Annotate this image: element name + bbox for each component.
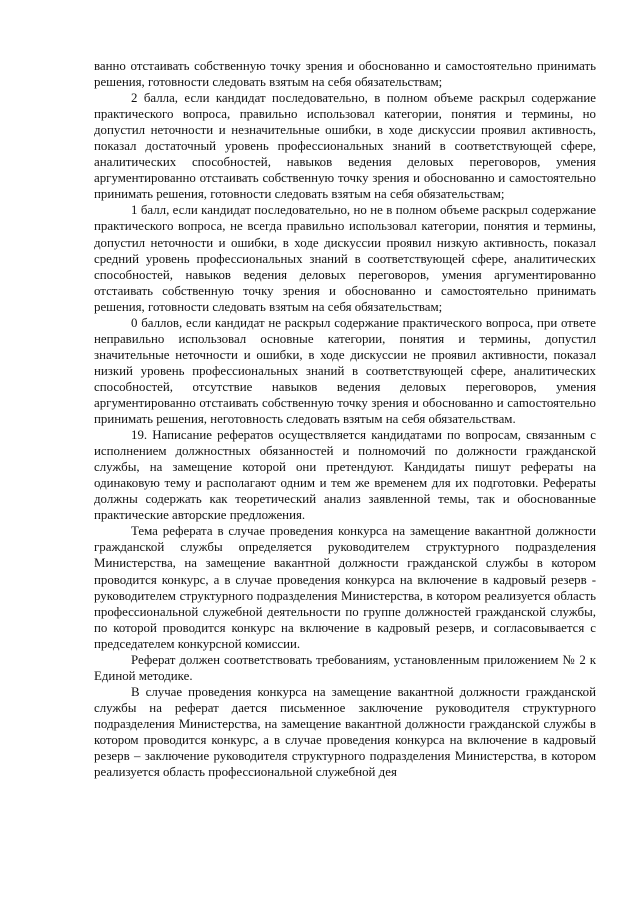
document-page [94,58,596,780]
paragraph-essay-requirements: Реферат должен соответствовать требованиям, установленным приложением № 2 к Единой методике. [94,652,596,683]
paragraph-score-0: 0 баллов, если кандидат не раскрыл содержание практического вопроса, при ответе неправильно использовал основные категории, понятия и термины, допустил значительные неточности и ошибки, в ходе дискуссии не проявил активности, показал низкий уровень профессиональных знаний в соответствующей сфере, аналитических способностей, отсутствие навыков ведения деловых переговоров, умения аргументированно отстаивать собственную точку зрения и обоснованно и саmостоятельно принимать решения, неготовность следовать взятым на себя обязательствам. [94,315,596,427]
paragraph-essay-topic: Тема реферата в случае проведения конкурса на замещение вакантной должности гражданской службы определяется руководителем структурного подразделения Министерства, на замещение вакантной должности гражданской службы в котором проводится конкурс, а в случае проведения конкурса на включение в кадровый резерв - руководителем структурного подразделения Министерства, в котором реализуется область профессиональной служебной деятельности по группе должностей гражданской службы, по которой проводится конкурс на включение в кадровый резерв, и согласовывается с председателем конкурсной комиссии. [94,524,596,651]
paragraph-item-19: 19. Написание рефератов осуществляется кандидатами по вопросам, связанным с исполнением должностных обязанностей и полномочий по должности гражданской службы, на замещение которой они претендуют. Кандидаты пишут рефераты на одинаковую тему и располагают одним и тем же временем для их подготовки. Рефераты должны содержать как теоретический анализ заявленной темы, так и обоснованные практические авторские предложения. [94,428,596,523]
paragraph-continuation: ванно отстаивать собственную точку зрения и обоснованно и самостоятельно принимать решения, готовности следовать взятым на себя обязательствам; [94,59,596,90]
paragraph-score-2: 2 балла, если кандидат последовательно, в полном объеме раскрыл содержание практического вопроса, правильно использовал категории, понятия и термины, но допустил неточности и незначительные ошибки, в ходе дискуссии проявил активность, показал достаточный уровень профессиональных знаний в соответствующей сфере, аналитических способностей, навыков ведения деловых переговоров, умения аргументированно отстаивать собственную точку зрения и обоснованно и самостоятельно принимать решения, готовности следовать взятым на себя обязательствам; [94,91,596,202]
paragraph-score-1: 1 балл, если кандидат последовательно, но не в полном объеме раскрыл содержание практического вопроса, не всегда правильно использовал категории, понятия и термины, допустил неточности и ошибки, в ходе дискуссии проявил низкую активность, показал средний уровень профессиональных знаний в соответствующей сфере, аналитических способностей, навыков ведения деловых переговоров, умения аргументированно отстаивать собственную точку зрения и обоснованно и самостоятельно принимать решения, готовности следовать взятым на себя обязательствам; [94,203,596,314]
paragraph-essay-conclusion: В случае проведения конкурса на замещение вакантной должности гражданской службы на реферат дается письменное заключение руководителя структурного подразделения Министерства, на замещение вакантной должности гражданской службы в котором проводится конкурс, а в случае проведения конкурса на включение в кадровый резерв – заключение руководителя структурного подразделения Министерства, в котором реализуется область профессиональной служебной дея [94,684,596,780]
